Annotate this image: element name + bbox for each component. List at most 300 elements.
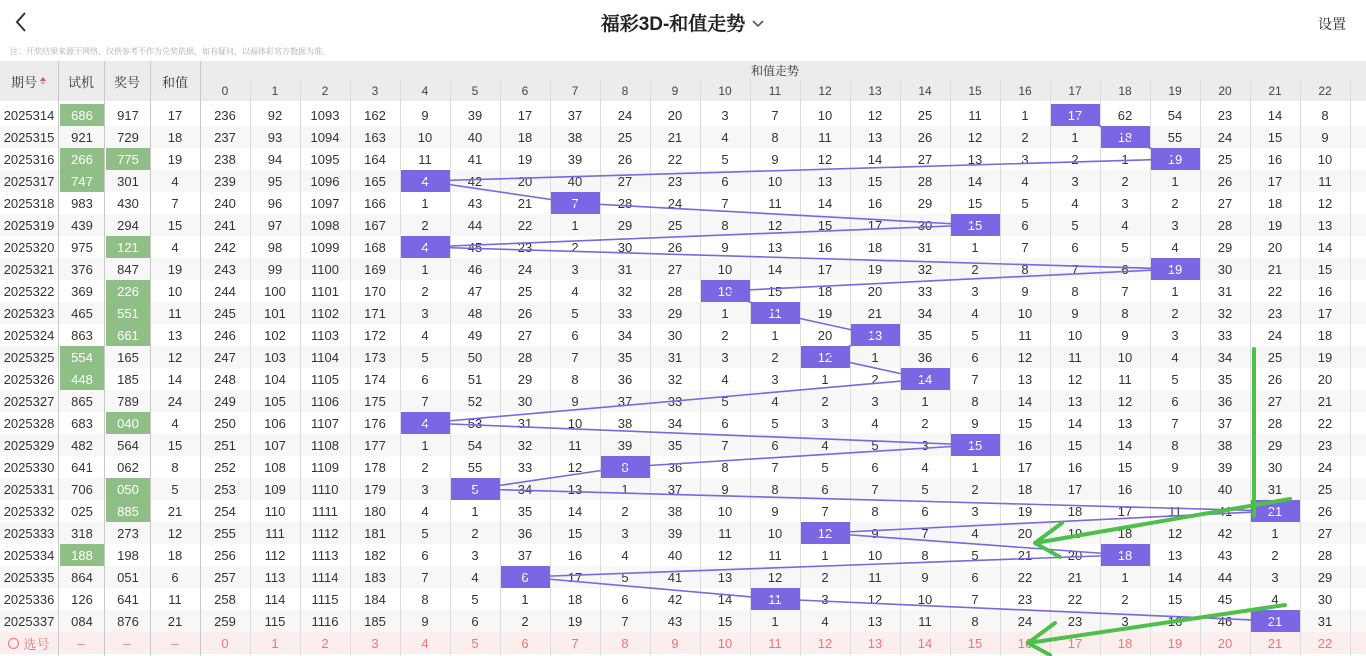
- trend-cell: 173: [364, 349, 386, 365]
- trend-cell: 1105: [311, 371, 339, 387]
- trend-cell: 1: [1121, 569, 1129, 585]
- trend-cell: 5: [1071, 217, 1079, 233]
- trend-cell: 27: [617, 173, 633, 189]
- pick-number-10[interactable]: 10: [717, 635, 733, 651]
- prize-header: 奖号: [113, 74, 140, 90]
- trend-cell: 240: [214, 195, 236, 211]
- trend-cell: 7: [1021, 239, 1029, 255]
- trend-hit-cell: 21: [1250, 500, 1300, 522]
- trend-cell: 9: [1021, 283, 1029, 299]
- pick-number-21[interactable]: 21: [1267, 635, 1283, 651]
- trend-cell: 35: [617, 349, 633, 365]
- trend-hit-cell: 12: [800, 346, 850, 368]
- trend-cell: 17: [1317, 305, 1333, 321]
- prize-cell: 165: [117, 349, 139, 365]
- prize-cell: 226: [106, 280, 150, 302]
- pick-number-2[interactable]: 2: [321, 635, 329, 651]
- trend-cell: 9: [421, 107, 429, 123]
- trend-cell: 7: [921, 525, 929, 541]
- trend-cell: 6: [721, 415, 729, 431]
- trend-cell: 22: [1267, 283, 1283, 299]
- prize-cell: 551: [106, 302, 150, 324]
- sum-cell: 24: [167, 393, 183, 409]
- trend-cell: 1098: [310, 217, 340, 233]
- trend-cell: 246: [214, 327, 236, 343]
- issue-cell: 2025337: [3, 613, 55, 629]
- trend-cell: 8: [771, 129, 779, 145]
- trend-cell: 3: [871, 393, 879, 409]
- trend-cell: 257: [214, 569, 236, 585]
- trend-cell: 28: [1317, 547, 1333, 563]
- trend-cell: 168: [364, 239, 386, 255]
- trend-cell: 37: [617, 393, 633, 409]
- trend-cell: 40: [667, 547, 683, 563]
- prize-cell: 050: [106, 478, 150, 500]
- trend-cell: 11: [718, 525, 732, 541]
- trend-cell: 25: [667, 217, 683, 233]
- trend-cell: 10: [1317, 151, 1333, 167]
- trend-cell: 104: [264, 371, 286, 387]
- trend-cell: 10: [1067, 327, 1083, 343]
- trial-cell: 641: [71, 459, 93, 475]
- trend-cell: 30: [917, 217, 933, 233]
- trend-cell: 13: [1117, 415, 1133, 431]
- trend-cell: 99: [267, 261, 283, 277]
- trend-cell: 55: [1167, 129, 1183, 145]
- trend-cell: 16: [567, 547, 583, 563]
- pick-number-18[interactable]: 18: [1117, 635, 1133, 651]
- trend-cell: 9: [1321, 129, 1329, 145]
- trend-cell: 39: [617, 437, 633, 453]
- trend-cell: 16: [1017, 437, 1033, 453]
- trend-cell: 12: [967, 129, 983, 145]
- trend-cell: 17: [1067, 481, 1083, 497]
- trend-cell: 9: [921, 569, 929, 585]
- trend-cell: 1: [871, 349, 879, 365]
- trend-cell: 258: [214, 591, 236, 607]
- trend-cell: 1104: [311, 349, 339, 365]
- trend-cell: 1108: [311, 437, 339, 453]
- trial-header: 试机: [67, 74, 94, 90]
- trend-cell: 36: [667, 459, 683, 475]
- trend-cell: 4: [771, 393, 779, 409]
- pick-dash: –: [171, 635, 179, 651]
- trend-cell: 29: [917, 195, 933, 211]
- trend-cell: 39: [667, 525, 683, 541]
- trend-cell: 14: [567, 503, 583, 519]
- trend-cell: 55: [467, 459, 483, 475]
- trend-cell: 7: [871, 481, 879, 497]
- issue-cell: 2025333: [3, 525, 55, 541]
- trend-cell: 18: [1017, 481, 1033, 497]
- trial-cell: 683: [71, 415, 93, 431]
- trend-cell: 39: [567, 151, 583, 167]
- trend-cell: 22: [1317, 415, 1333, 431]
- trend-cell: 20: [1317, 371, 1333, 387]
- trend-cell: 30: [667, 327, 683, 343]
- trend-cell: 3: [621, 525, 629, 541]
- trend-cell: 2: [721, 327, 729, 343]
- trend-cell: 17: [1017, 459, 1033, 475]
- trend-hit-cell: 5: [450, 478, 500, 500]
- issue-cell: 2025321: [3, 261, 55, 277]
- trend-cell: 10: [917, 591, 933, 607]
- trial-cell: 864: [71, 569, 93, 585]
- trend-cell: 11: [968, 107, 982, 123]
- trend-cell: 26: [1317, 503, 1333, 519]
- trend-cell: 8: [1121, 305, 1129, 321]
- trend-cell: 23: [1267, 305, 1283, 321]
- trend-cell: 1115: [311, 591, 339, 607]
- trend-cell: 184: [364, 591, 386, 607]
- prize-cell: 040: [106, 412, 150, 434]
- prize-cell: 847: [117, 261, 139, 277]
- trend-cell: 19: [1317, 349, 1333, 365]
- trend-cell: 20: [667, 107, 683, 123]
- trend-cell: 13: [567, 481, 583, 497]
- trend-cell: 8: [871, 503, 879, 519]
- trend-cell: 10: [1017, 305, 1033, 321]
- trend-col-header-0: 0: [221, 83, 229, 98]
- trend-cell: 105: [264, 393, 286, 409]
- trend-cell: 54: [467, 437, 483, 453]
- trend-cell: 8: [1071, 283, 1079, 299]
- trend-cell: 16: [867, 195, 883, 211]
- trend-cell: 10: [867, 547, 883, 563]
- trend-cell: 5: [621, 569, 629, 585]
- trend-cell: 2: [1271, 547, 1279, 563]
- prize-cell: 729: [117, 129, 139, 145]
- trend-cell: 31: [617, 261, 633, 277]
- trend-cell: 34: [917, 305, 933, 321]
- trend-cell: 24: [667, 195, 683, 211]
- trend-cell: 13: [1067, 393, 1083, 409]
- trend-cell: 15: [817, 217, 833, 233]
- trend-cell: 3: [1121, 195, 1129, 211]
- trend-cell: 2: [771, 349, 779, 365]
- trend-cell: 7: [771, 459, 779, 475]
- trend-cell: 30: [1267, 459, 1283, 475]
- trend-col-header-15: 15: [968, 83, 982, 98]
- trend-cell: 1: [821, 371, 829, 387]
- pick-number-0[interactable]: 0: [221, 635, 229, 651]
- trend-cell: 1: [621, 481, 629, 497]
- trend-cell: 12: [1117, 393, 1133, 409]
- trend-cell: 43: [1217, 547, 1233, 563]
- trend-cell: 25: [517, 283, 533, 299]
- sum-cell: 15: [167, 437, 183, 453]
- trend-cell: 2: [1071, 151, 1079, 167]
- top-bar: [0, 0, 1366, 44]
- pick-number-3[interactable]: 3: [371, 635, 379, 651]
- pick-number-20[interactable]: 20: [1217, 635, 1233, 651]
- trend-cell: 2: [421, 283, 429, 299]
- trend-hit-cell: 8: [600, 456, 650, 478]
- trend-cell: 4: [1271, 591, 1279, 607]
- trend-cell: 11: [1118, 371, 1132, 387]
- trend-cell: 11: [868, 569, 882, 585]
- trend-cell: 4: [821, 613, 829, 629]
- trend-cell: 1100: [311, 261, 339, 277]
- trend-cell: 7: [821, 503, 829, 519]
- trend-cell: 4: [921, 459, 929, 475]
- trend-cell: 4: [721, 129, 729, 145]
- page-title-area: [0, 9, 1366, 36]
- trend-cell: 252: [214, 459, 236, 475]
- trend-cell: 11: [418, 151, 432, 167]
- trial-cell: 266: [60, 148, 104, 170]
- trend-cell: 4: [1071, 195, 1079, 211]
- title-dropdown[interactable]: [601, 9, 766, 36]
- sum-cell: 12: [167, 349, 183, 365]
- trend-cell: 11: [1168, 503, 1182, 519]
- trend-cell: 1: [771, 327, 779, 343]
- trend-cell: 10: [1167, 481, 1183, 497]
- issue-cell: 2025331: [3, 481, 55, 497]
- trend-cell: 23: [517, 239, 533, 255]
- trend-cell: 1: [1171, 173, 1179, 189]
- prize-cell: 430: [117, 195, 139, 211]
- trend-cell: 8: [1021, 261, 1029, 277]
- trend-cell: 1: [1021, 107, 1029, 123]
- trend-cell: 45: [1217, 591, 1233, 607]
- prize-cell: 775: [106, 148, 150, 170]
- issue-cell: 2025314: [3, 107, 55, 123]
- trend-cell: 14: [1067, 415, 1083, 431]
- issue-cell: 2025324: [3, 327, 55, 343]
- trend-cell: 27: [1317, 525, 1333, 541]
- trend-cell: 181: [364, 525, 386, 541]
- trend-cell: 7: [771, 107, 779, 123]
- trend-col-header-4: 4: [421, 83, 429, 98]
- trend-cell: 38: [667, 503, 683, 519]
- pick-number-6[interactable]: 6: [521, 635, 529, 651]
- trend-col-header-11: 11: [768, 83, 782, 98]
- trend-cell: 4: [1121, 217, 1129, 233]
- trend-cell: 34: [517, 481, 533, 497]
- trend-col-header-7: 7: [571, 83, 579, 98]
- pick-number-13[interactable]: 13: [867, 635, 883, 651]
- trend-cell: 176: [364, 415, 386, 431]
- trend-cell: 62: [1117, 107, 1133, 123]
- prize-cell: 121: [106, 236, 150, 258]
- trend-cell: 31: [667, 349, 683, 365]
- trend-cell: 30: [617, 239, 633, 255]
- sum-trend-table: [0, 61, 1366, 656]
- settings-button[interactable]: 设置: [1318, 16, 1346, 32]
- issue-cell: 2025315: [3, 129, 55, 145]
- trend-cell: 15: [1117, 459, 1133, 475]
- trend-cell: 2: [621, 503, 629, 519]
- trend-cell: 1099: [310, 239, 340, 255]
- trend-cell: 28: [917, 173, 933, 189]
- trend-cell: 10: [817, 107, 833, 123]
- sum-cell: 6: [171, 569, 179, 585]
- trend-col-header-9: 9: [671, 83, 679, 98]
- prize-cell: 294: [117, 217, 139, 233]
- trend-cell: 6: [1021, 217, 1029, 233]
- pick-number-15[interactable]: 15: [967, 635, 983, 651]
- trend-hit-cell: 7: [550, 192, 600, 214]
- trend-cell: 8: [571, 371, 579, 387]
- trend-cell: 100: [264, 283, 286, 299]
- trend-cell: 16: [1317, 283, 1333, 299]
- pick-number-7[interactable]: 7: [571, 635, 579, 651]
- trend-cell: 36: [917, 349, 933, 365]
- trend-cell: 13: [717, 569, 733, 585]
- sum-cell: 15: [167, 217, 183, 233]
- trend-cell: 24: [1317, 459, 1333, 475]
- trend-cell: 110: [264, 503, 286, 519]
- trend-cell: 256: [214, 547, 236, 563]
- trend-cell: 2: [1021, 129, 1029, 145]
- trend-cell: 1: [471, 503, 479, 519]
- trend-cell: 10: [767, 173, 783, 189]
- trend-col-header-2: 2: [321, 83, 329, 98]
- trend-cell: 8: [771, 481, 779, 497]
- trial-cell: 983: [71, 195, 93, 211]
- pick-number-11[interactable]: 11: [768, 635, 782, 651]
- sum-cell: 12: [167, 525, 183, 541]
- trend-cell: 15: [717, 613, 733, 629]
- trend-cell: 23: [667, 173, 683, 189]
- pick-number-12[interactable]: 12: [817, 635, 833, 651]
- trend-cell: 34: [667, 415, 683, 431]
- trend-cell: 39: [467, 107, 483, 123]
- pick-number-22[interactable]: 22: [1317, 635, 1333, 651]
- trend-cell: 44: [467, 217, 483, 233]
- sum-cell: 18: [167, 547, 183, 563]
- trend-cell: 10: [717, 261, 733, 277]
- trend-cell: 3: [1071, 173, 1079, 189]
- trend-cell: 1109: [311, 459, 339, 475]
- trend-cell: 9: [1171, 459, 1179, 475]
- trend-cell: 236: [214, 107, 236, 123]
- trend-cell: 37: [567, 107, 583, 123]
- trend-cell: 35: [667, 437, 683, 453]
- trend-cell: 10: [417, 129, 433, 145]
- trend-hit-cell: 10: [700, 280, 750, 302]
- trend-cell: 115: [264, 613, 286, 629]
- trend-cell: 1112: [311, 525, 339, 541]
- sum-cell: 13: [167, 327, 183, 343]
- trend-cell: 32: [1217, 305, 1233, 321]
- sum-cell: 14: [167, 371, 183, 387]
- trend-cell: 9: [421, 613, 429, 629]
- trend-cell: 1: [521, 591, 529, 607]
- trend-cell: 6: [871, 459, 879, 475]
- trend-cell: 22: [1017, 569, 1033, 585]
- trend-cell: 14: [1167, 569, 1183, 585]
- trend-cell: 23: [1217, 107, 1233, 123]
- trend-cell: 14: [767, 261, 783, 277]
- trend-hit-cell: 19: [1150, 148, 1200, 170]
- trend-cell: 20: [817, 327, 833, 343]
- trend-cell: 33: [917, 283, 933, 299]
- trend-cell: 111: [265, 525, 285, 541]
- trend-cell: 15: [567, 525, 583, 541]
- trend-cell: 19: [867, 261, 883, 277]
- trend-cell: 4: [1171, 349, 1179, 365]
- trend-cell: 35: [917, 327, 933, 343]
- trend-cell: 18: [1117, 525, 1133, 541]
- trend-cell: 24: [1217, 129, 1233, 145]
- trend-cell: 4: [621, 547, 629, 563]
- pick-number-8[interactable]: 8: [621, 635, 629, 651]
- trend-cell: 17: [817, 261, 833, 277]
- trend-cell: 46: [1217, 613, 1233, 629]
- trend-cell: 18: [1067, 503, 1083, 519]
- sum-cell: 19: [167, 151, 183, 167]
- trend-cell: 3: [1171, 327, 1179, 343]
- trend-cell: 14: [967, 173, 983, 189]
- pick-number-14[interactable]: 14: [917, 635, 933, 651]
- trend-cell: 36: [617, 371, 633, 387]
- trend-cell: 25: [1217, 151, 1233, 167]
- trend-cell: 25: [917, 107, 933, 123]
- trend-cell: 11: [1068, 349, 1082, 365]
- trend-cell: 11: [768, 547, 782, 563]
- trend-cell: 9: [571, 393, 579, 409]
- trend-cell: 162: [364, 107, 386, 123]
- trend-cell: 21: [667, 129, 683, 145]
- trend-cell: 37: [1217, 415, 1233, 431]
- trend-cell: 7: [1171, 415, 1179, 431]
- trend-cell: 251: [214, 437, 236, 453]
- trend-cell: 2: [921, 415, 929, 431]
- trend-cell: 248: [214, 371, 236, 387]
- pick-number-9[interactable]: 9: [671, 635, 679, 651]
- trend-cell: 16: [817, 239, 833, 255]
- trend-cell: 8: [921, 547, 929, 563]
- trend-cell: 1103: [311, 327, 339, 343]
- prize-cell: 661: [106, 324, 150, 346]
- trend-hit-cell: 11: [750, 302, 800, 324]
- trend-cell: 20: [517, 173, 533, 189]
- trend-cell: 5: [1121, 239, 1129, 255]
- trend-cell: 167: [364, 217, 386, 233]
- issue-cell: 2025316: [3, 151, 55, 167]
- trend-cell: 14: [1317, 239, 1333, 255]
- trend-col-header-22: 22: [1318, 83, 1332, 98]
- trend-cell: 103: [264, 349, 286, 365]
- pick-number-1[interactable]: 1: [271, 635, 279, 651]
- pick-number-19[interactable]: 19: [1167, 635, 1183, 651]
- pick-number-5[interactable]: 5: [471, 635, 479, 651]
- trend-cell: 1: [1171, 283, 1179, 299]
- issue-cell: 2025328: [3, 415, 55, 431]
- trend-cell: 18: [517, 129, 533, 145]
- trend-cell: 174: [364, 371, 386, 387]
- trend-cell: 34: [1217, 349, 1233, 365]
- trend-cell: 32: [667, 371, 683, 387]
- trend-cell: 8: [1171, 437, 1179, 453]
- pick-number-17[interactable]: 17: [1067, 635, 1083, 651]
- trend-cell: 1: [721, 305, 729, 321]
- pick-number-16[interactable]: 16: [1017, 635, 1033, 651]
- trend-cell: 38: [1217, 437, 1233, 453]
- trend-cell: 31: [1317, 613, 1333, 629]
- trend-cell: 8: [721, 459, 729, 475]
- trend-cell: 19: [567, 613, 583, 629]
- trend-cell: 1111: [311, 503, 339, 519]
- trend-col-header-18: 18: [1118, 83, 1132, 98]
- trend-cell: 1: [421, 261, 429, 277]
- trend-cell: 15: [1017, 415, 1033, 431]
- trend-cell: 11: [918, 613, 932, 629]
- pick-number-4[interactable]: 4: [421, 635, 429, 651]
- trend-cell: 113: [264, 569, 286, 585]
